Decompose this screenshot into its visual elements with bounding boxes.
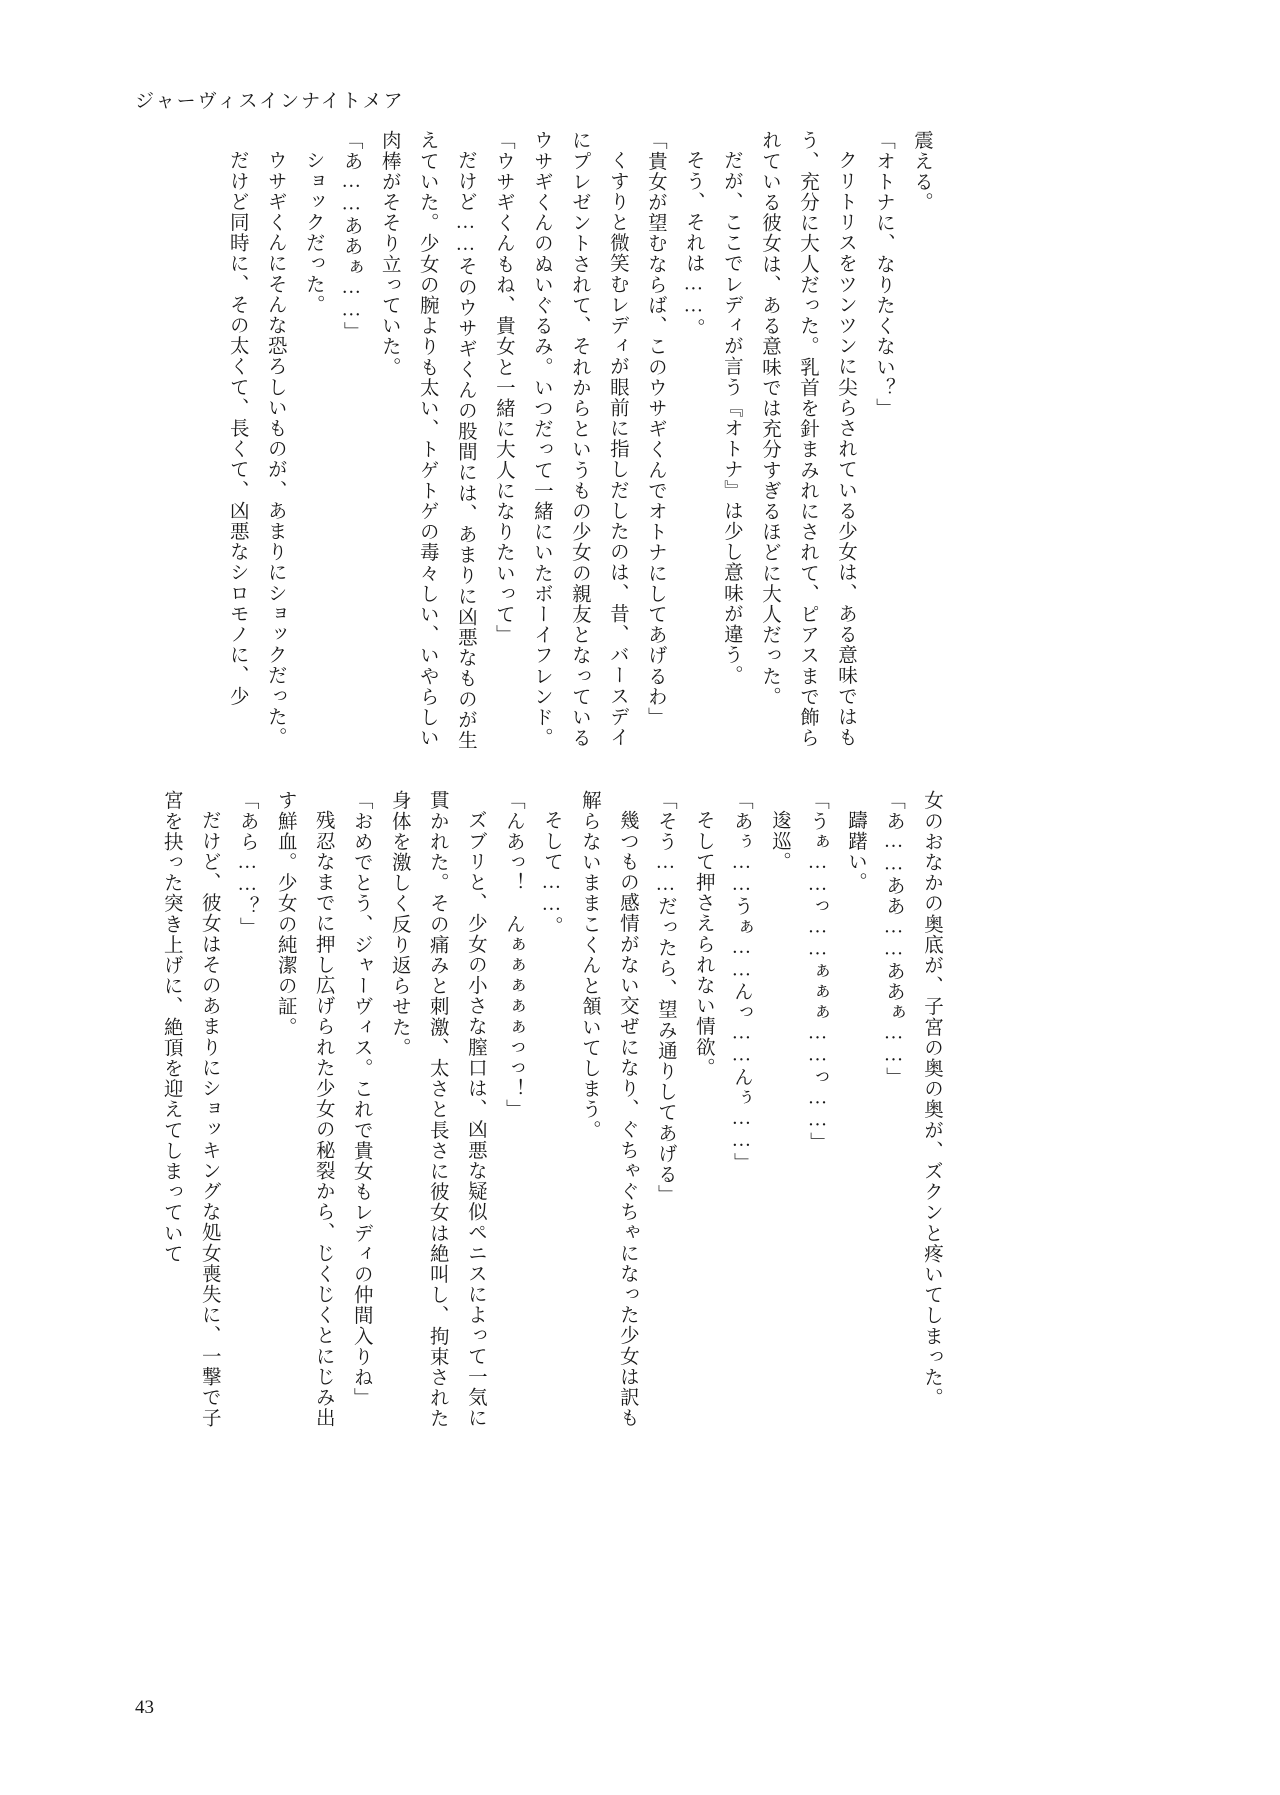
paragraph: 「あぅ……うぁ……んっ……んぅ……」 xyxy=(730,790,752,1173)
running-head: ジャーヴィスインナイトメア xyxy=(135,91,405,112)
paragraph: 震える。 xyxy=(911,130,932,213)
paragraph: そして押さえられない情欲。 xyxy=(692,809,714,1078)
paragraph: 「そう……だったら、望み通りしてあげる」 xyxy=(654,790,676,1205)
paragraph: ウサギくんにそんな恐ろしいものが、あまりにショックだった。 xyxy=(264,149,286,747)
paragraph: だけど……そのウサギくんの股間には、あまりに凶悪なものが生えていた。少女の腕よりも太い、トゲトゲの毒々しい、いやらしい肉棒がそそり立っていた。 xyxy=(378,130,476,750)
paragraph: 幾つもの感情がない交ぜになり、ぐちゃぐちゃになった少女は訳も解らないままこくんと頷いてしまう。 xyxy=(578,790,638,1428)
paragraph: 「オトナに、なりたくない？」 xyxy=(872,130,894,419)
paragraph: 「んあっ！ んぁぁぁぁぁっっ！」 xyxy=(502,790,524,1120)
paragraph: 「貴女が望むならば、このウサギくんでオトナにしてあげるわ」 xyxy=(644,130,666,728)
paragraph: だが、ここでレディが言う『オトナ』は少し意味が違う。 xyxy=(720,149,742,686)
paragraph: 「あ……ああぁ……」 xyxy=(340,130,362,342)
paragraph: そして……。 xyxy=(540,809,562,937)
text-column-group-upper xyxy=(120,130,940,760)
text-column-group-lower xyxy=(90,790,950,1430)
paragraph: クリトリスをツンツンに尖らされている少女は、ある意味ではもう、充分に大人だった。乳首を針まみれにされて、ピアスまで飾られている彼女は、ある意味では充分すぎるほどに大人だった。 xyxy=(758,130,856,748)
paragraph: だけど同時に、その太くて、長くて、凶悪なシロモノに、少 xyxy=(226,149,248,706)
paragraph: 残忍なまでに押し広げられた少女の秘裂から、じくじくとにじみ出す鮮血。少女の純潔の証。 xyxy=(274,790,334,1428)
page-number: 43 xyxy=(135,1697,154,1718)
paragraph: 逡巡。 xyxy=(768,809,790,872)
paragraph: だけど、彼女はそのあまりにショッキングな処女喪失に、一撃で子宮を抉った突き上げに、絶頂を迎えてしまっていて xyxy=(160,790,220,1428)
paragraph: 「うぁ……っ……ぁぁぁ……っ……」 xyxy=(806,790,828,1153)
paragraph: 「あ……ああ……ああぁ……」 xyxy=(882,790,904,1088)
paragraph: ズブリと、少女の小さな膣口は、凶悪な疑似ペニスによって一気に貫かれた。その痛みと刺激、太さと長さに彼女は絶叫し、拘束された身体を激しく反り返らせた。 xyxy=(388,790,486,1429)
paragraph: 「ウサギくんもね、貴女と一緒に大人になりたいって」 xyxy=(492,130,514,645)
paragraph: 「あら……？」 xyxy=(236,790,258,938)
paragraph: くすりと微笑むレディが眼前に指しだしたのは、昔、バースデイにプレゼントされて、それからというもの少女の親友となっているウサギくんのぬいぐるみ。いつだって一緒にいたボーイフレンド。 xyxy=(530,130,628,748)
paragraph: 躊躇い。 xyxy=(844,809,866,892)
paragraph: 「おめでとう、ジャーヴィス。これで貴女もレディの仲間入りね」 xyxy=(350,790,372,1408)
paragraph: そう、それは……。 xyxy=(682,149,704,338)
paragraph: 女のおなかの奥底が、子宮の奥の奥が、ズクンと疼いてしまった。 xyxy=(921,790,942,1408)
paragraph: ショックだった。 xyxy=(302,149,324,315)
